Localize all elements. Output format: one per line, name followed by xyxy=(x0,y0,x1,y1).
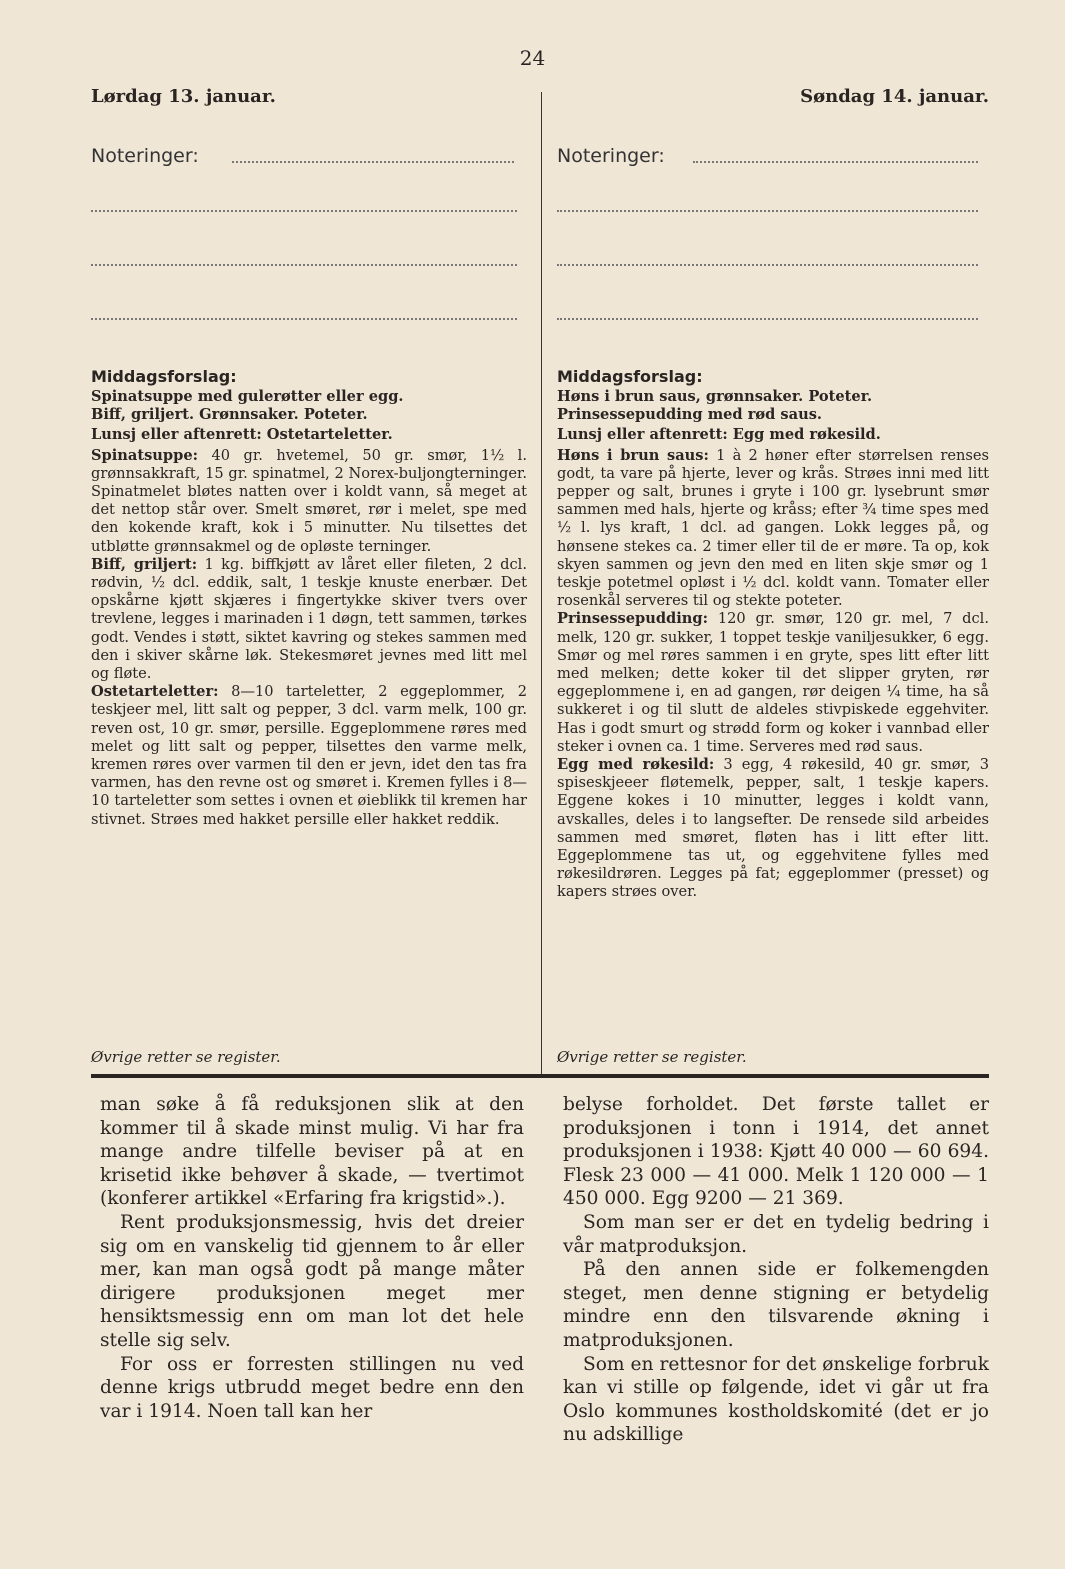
notes-line-left-1[interactable] xyxy=(232,161,514,163)
other-dishes-left: Øvrige retter se register. xyxy=(91,1048,281,1066)
menu-item: Spinatsuppe med gulerøtter eller egg. xyxy=(91,388,404,405)
recipe-title: Biff, griljert: xyxy=(91,555,198,573)
notes-label-right: Noteringer: xyxy=(557,145,665,167)
lunch-line: Lunsj eller aftenrett: Ostetarteletter. xyxy=(91,426,393,444)
notes-line-right-1[interactable] xyxy=(693,161,978,163)
recipe-title: Prinsessepudding: xyxy=(557,610,709,628)
recipe-text: 3 egg, 4 røkesild, 40 gr. smør, 3 spiseskjeeer fløtemelk, pepper, salt, 1 teskje kapers. Eggene kokes i 10 minutter, legges i koldt vann, avskalles, deles i to langsefter. De rensede sild arbeides sammen med smøret, fløten has i litt efter litt. Eggeplommene tas ut, og eggehvitene fylles med røkesildrøren. Legges på fat; eggeplommer (presset) og kapers strøes over. xyxy=(557,756,989,901)
recipes-right xyxy=(557,388,989,902)
recipe-text: 1 kg. biffkjøtt av låret eller fileten, 2 dcl. rødvin, ½ dcl. eddik, salt, 1 teskje knuste enerbær. Det opskårne kjøtt skjæres i fingertykke skiver tvers over trevlene, legges i marinaden i 1 døgn, tett sammen, tørkes godt. Vendes i støtt, siktet kavring og stekes sammen med den i skiver skårne løk. Stekesmøret jevnes med litt mel og fløte. xyxy=(91,555,527,683)
other-dishes-right: Øvrige retter se register. xyxy=(557,1048,747,1066)
article-paragraph: man søke å få reduksjonen slik at den kommer til å skade minst mulig. Vi har fra mange andre tilfelle beviser på at en krisetid ikke behøver å skade, — tvertimot (konferer artikkel «Erfaring fra krigstid».). xyxy=(100,1094,524,1210)
dinner-heading-right: Middagsforslag: xyxy=(557,367,703,386)
article-paragraph: På den annen side er folkemengden steget, men denne stigning er betydelig mindre enn den tilsvarende økning i matproduksjonen. xyxy=(563,1259,989,1351)
article-paragraph: belyse forholdet. Det første tallet er produksjonen i tonn i 1914, det annet produksjonen i 1938: Kjøtt 40 000 — 60 694. Flesk 23 000 — 41 000. Melk 1 120 000 — 1 450 000. Egg 9200 — 21 369. xyxy=(563,1094,989,1210)
column-divider xyxy=(541,92,542,1077)
recipe-text: 8—10 tarteletter, 2 eggeplommer, 2 teskjeer mel, litt salt og pepper, 3 dcl. varm melk, 100 gr. reven ost, 10 gr. smør, persille. Eggeplommene røres med melet og litt salt og pepper, tilsettes den varme melk, kremen røres over varmen til den er jevn, idet den tas fra varmen, has den revne ost og smøret i. Kremen fylles i 8—10 tarteletter som settes i ovnen et øieblikk til kremen har stivnet. Strøes med hakket persille eller hakket reddik. xyxy=(91,683,527,828)
article-paragraph: Som man ser er det en tydelig bedring i vår matproduksjon. xyxy=(563,1211,989,1257)
notes-line-right-2[interactable] xyxy=(557,210,978,212)
notes-line-left-3[interactable] xyxy=(91,264,517,266)
recipe-title: Egg med røkesild: xyxy=(557,756,715,774)
article-paragraph: For oss er forresten stillingen nu ved denne krigs utbrudd meget bedre enn den var i 1914. Noen tall kan her xyxy=(100,1353,524,1422)
recipe-text: 120 gr. smør, 120 gr. mel, 7 dcl. melk, 120 gr. sukker, 1 toppet teskje vaniljesukker, 6 egg. Smør og mel røres sammen i en gryte, spes litt efter litt med melken; dette koker til det slipper gryten, rør eggeplommene i, en ad gangen, rør deigen ¼ time, ha så sukkeret i og til slutt de aldeles stivpiskede eggehviter. Has i godt smurt og strødd form og koker i vannbad eller steker i ovnen ca. 1 time. Serveres med rød saus. xyxy=(557,610,989,755)
menu-item: Høns i brun saus, grønnsaker. Poteter. xyxy=(557,388,873,405)
day-heading-saturday: Lørdag 13. januar. xyxy=(91,86,276,107)
recipe-text: 40 gr. hvetemel, 50 gr. smør, 1½ l. grønnsakkraft, 15 gr. spinatmel, 2 Norex-buljongterninger. Spinatmelet bløtes natten over i koldt vann, så meget at det nettop står over. Smelt smøret, rør i melet, spe med den kokende kraft, kok i 5 minutter. Nu tilsettes det utbløtte grønnsakmel og de opløste terninger. xyxy=(91,446,527,555)
page-number: 24 xyxy=(519,46,546,70)
lunch-line: Lunsj eller aftenrett: Egg med røkesild. xyxy=(557,426,881,444)
section-divider xyxy=(91,1074,989,1078)
recipe-text: 1 à 2 høner efter størrelsen renses godt, ta vare på hjerte, lever og krås. Strøes inni med litt pepper og salt, brunes i gryte i 100 gr. lysebrunt smør sammen med hals, hjerte og kråss; efter ¾ time spes med ½ l. lys kraft, 1 dcl. ad gangen. Lokk legges på, og hønsene stekes ca. 2 timer eller til de er møre. Ta op, kok skyen sammen og jevn den med en liten skje smør og 1 teskje potetmel opløst i ½ dcl. koldt vann. Tomater eller rosenkål serveres til og stekte poteter. xyxy=(557,446,989,610)
notes-label-left: Noteringer: xyxy=(91,145,199,167)
recipe-title: Ostetarteletter: xyxy=(91,683,219,701)
article-paragraph: Som en rettesnor for det ønskelige forbruk kan vi stille op følgende, idet vi går ut fra Oslo kommunes kostholdskomité (det er jo nu adskillige xyxy=(563,1353,989,1446)
recipes-left xyxy=(91,388,527,829)
recipe-title: Høns i brun saus: xyxy=(557,446,709,464)
day-heading-sunday: Søndag 14. januar. xyxy=(800,86,989,107)
notes-line-right-4[interactable] xyxy=(557,318,978,320)
menu-item: Prinsessepudding med rød saus. xyxy=(557,406,822,424)
article-left-column xyxy=(100,1093,524,1423)
article-paragraph: Rent produksjonsmessig, hvis det dreier sig om en vanskelig tid gjennem to år eller mer, kan man også godt på mange måter dirigere produksjonen meget mer hensiktsmessig enn om man lot det hele stelle sig selv. xyxy=(100,1211,524,1351)
notes-line-left-2[interactable] xyxy=(91,210,517,212)
article-right-column xyxy=(563,1093,989,1447)
recipe-title: Spinatsuppe: xyxy=(91,446,199,464)
notes-line-right-3[interactable] xyxy=(557,264,978,266)
dinner-heading-left: Middagsforslag: xyxy=(91,367,237,386)
menu-item: Biff, griljert. Grønnsaker. Poteter. xyxy=(91,406,368,424)
notes-line-left-4[interactable] xyxy=(91,318,517,320)
